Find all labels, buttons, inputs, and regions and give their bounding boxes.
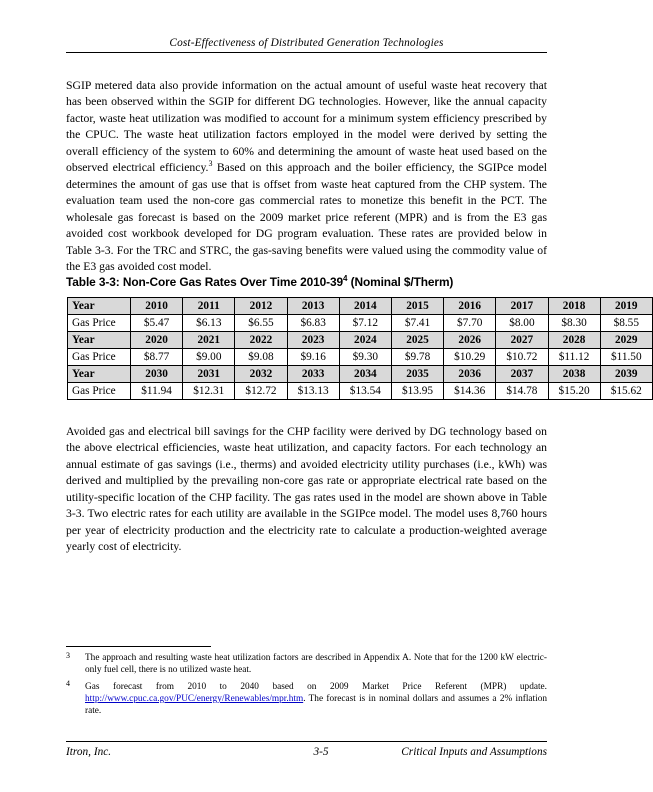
price-cell: $10.29 [444, 349, 496, 366]
page-number: 3-5 [313, 746, 329, 758]
price-cell: $14.78 [496, 383, 548, 400]
footnote-link[interactable]: http://www.cpuc.ca.gov/PUC/energy/Renewables/mpr.htm [85, 693, 304, 704]
table-caption-main: Table 3-3: Non-Core Gas Rates Over Time 2010-39 [66, 275, 344, 289]
year-cell: 2015 [391, 298, 443, 315]
price-cell: $6.83 [287, 315, 339, 332]
price-cell: $12.72 [235, 383, 287, 400]
price-cell: $11.12 [548, 349, 600, 366]
price-cell: $7.41 [391, 315, 443, 332]
paragraph-1-text-b: Based on this approach and the boiler efficiency, the SGIPce model determines the amount of gas use that is offset from waste heat captured from the CHP system. The evaluation team used the non-core gas commercial rates to monetize this benefit in the PCT. The wholesale gas forecast is based on the 2009 market price referent (MPR) and is from the E3 gas avoided cost workbook developed for DG program evaluation. These rates are provided below in Table 3-3. For the TRC and STRC, the gas-saving benefits were valued using the commodity value of the E3 gas avoided cost model. [66, 161, 547, 273]
body-paragraph-1-container [66, 78, 547, 275]
footnote-text: The approach and resulting waste heat utilization factors are described in Appendix A. Note that for the 1200 kW electric-only fuel cell, there is no utilized waste heat. [85, 653, 547, 676]
price-cell: $9.08 [235, 349, 287, 366]
year-cell: 2020 [131, 332, 183, 349]
year-cell: 2028 [548, 332, 600, 349]
table-caption [66, 275, 547, 290]
year-cell: 2035 [391, 366, 443, 383]
price-cell: $13.54 [339, 383, 391, 400]
table-row [68, 366, 653, 383]
year-cell: 2030 [131, 366, 183, 383]
year-cell: 2029 [600, 332, 652, 349]
price-cell: $9.78 [391, 349, 443, 366]
price-cell: $8.30 [548, 315, 600, 332]
year-cell: 2037 [496, 366, 548, 383]
year-cell: 2023 [287, 332, 339, 349]
running-footer [66, 741, 547, 760]
year-cell: 2036 [444, 366, 496, 383]
footnote-4 [66, 681, 547, 718]
footnote-number: 4 [66, 679, 70, 689]
price-cell: $9.16 [287, 349, 339, 366]
year-cell: 2013 [287, 298, 339, 315]
price-cell: $15.62 [600, 383, 652, 400]
year-cell: 2039 [600, 366, 652, 383]
price-cell: $15.20 [548, 383, 600, 400]
price-cell: $13.13 [287, 383, 339, 400]
table-row [68, 332, 653, 349]
table-caption-tail: (Nominal $/Therm) [347, 275, 454, 289]
table-row [68, 383, 653, 400]
year-cell: 2016 [444, 298, 496, 315]
footnote-number: 3 [66, 650, 70, 660]
year-cell: 2018 [548, 298, 600, 315]
table-row [68, 315, 653, 332]
year-cell: 2024 [339, 332, 391, 349]
price-cell: $14.36 [444, 383, 496, 400]
running-footer-rule [66, 741, 547, 742]
year-cell: 2026 [444, 332, 496, 349]
price-cell: $9.00 [183, 349, 235, 366]
paragraph-1-text-a: SGIP metered data also provide information on the actual amount of useful waste heat recovery that has been observed within the SGIP for different DG technologies. However, like the annual capacity factor, waste heat utilization was modified to account for a minimum system efficiency prescribed by the CPUC. The waste heat utilization factors employed in the model were derived by setting the overall efficiency of the system to 60% and determining the amount of waste heat used based on the observed electrical efficiency. [66, 79, 547, 175]
price-cell: $9.30 [339, 349, 391, 366]
footer-company: Itron, Inc. [66, 746, 112, 758]
year-cell: 2033 [287, 366, 339, 383]
footnote-3 [66, 652, 547, 677]
year-cell: 2012 [235, 298, 287, 315]
footnote-area [66, 646, 547, 721]
price-cell: $6.55 [235, 315, 287, 332]
year-cell: 2022 [235, 332, 287, 349]
table-row [68, 349, 653, 366]
price-cell: $13.95 [391, 383, 443, 400]
price-cell: $6.13 [183, 315, 235, 332]
non-core-gas-rates-table [67, 297, 653, 400]
price-cell: $10.72 [496, 349, 548, 366]
footnote-ref-3[interactable]: 3 [208, 159, 213, 169]
running-footer-row [66, 745, 547, 760]
footnote-separator-rule [66, 646, 211, 647]
year-cell: 2025 [391, 332, 443, 349]
year-cell: 2021 [183, 332, 235, 349]
price-cell: $11.94 [131, 383, 183, 400]
year-cell: 2010 [131, 298, 183, 315]
price-cell: $8.00 [496, 315, 548, 332]
year-cell: 2027 [496, 332, 548, 349]
row-header-year: Year [68, 298, 131, 315]
footer-chapter-title: Critical Inputs and Assumptions [401, 746, 547, 758]
price-cell: $8.77 [131, 349, 183, 366]
year-cell: 2019 [600, 298, 652, 315]
year-cell: 2031 [183, 366, 235, 383]
footnote-ref-4[interactable]: 4 [343, 274, 348, 284]
year-cell: 2014 [339, 298, 391, 315]
running-header-title: Cost-Effectiveness of Distributed Generation Technologies [169, 37, 444, 49]
row-header-gas-price: Gas Price [68, 349, 131, 366]
table-row [68, 298, 653, 315]
price-cell: $7.12 [339, 315, 391, 332]
body-paragraph-1 [66, 78, 547, 275]
year-cell: 2017 [496, 298, 548, 315]
footnote-text-before-link: Gas forecast from 2010 to 2040 based on 2009 Market Price Referent (MPR) update. [85, 681, 547, 692]
row-header-gas-price: Gas Price [68, 383, 131, 400]
price-cell: $11.50 [600, 349, 652, 366]
price-cell: $8.55 [600, 315, 652, 332]
row-header-gas-price: Gas Price [68, 315, 131, 332]
price-cell: $12.31 [183, 383, 235, 400]
year-cell: 2034 [339, 366, 391, 383]
year-cell: 2032 [235, 366, 287, 383]
body-paragraph-2: Avoided gas and electrical bill savings for the CHP facility were derived by DG technology based on the above electrical efficiencies, waste heat utilization, and capacity factors. For each technology an annual estimate of gas savings (i.e., therms) and avoided electricity utility purchases (i.e., kWh) was derived and multiplied by the prevailing non-core gas rate or appropriate electrical rate based on the utility-specific location of the CHP facility. The gas rates used in the model are shown above in Table 3-3. Two electric rates for each utility are available in the SGIPce model. The model uses 8,760 hours per year of electricity production and the electricity rate to calculate a production-weighted average yearly cost of electricity. [66, 425, 547, 554]
year-cell: 2011 [183, 298, 235, 315]
row-header-year: Year [68, 366, 131, 383]
price-cell: $7.70 [444, 315, 496, 332]
running-header-rule [66, 52, 547, 53]
row-header-year: Year [68, 332, 131, 349]
body-paragraph-2-container [66, 424, 547, 556]
price-cell: $5.47 [131, 315, 183, 332]
year-cell: 2038 [548, 366, 600, 383]
running-header [66, 36, 547, 53]
footnote-text-after-link: . The forecast is in nominal dollars and assumes a 2% inflation rate. [85, 693, 547, 717]
